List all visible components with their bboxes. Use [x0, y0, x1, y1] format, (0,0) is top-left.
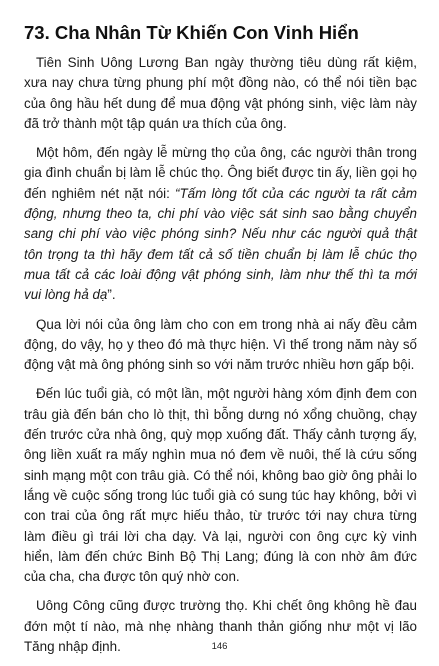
paragraph-2-text: Một hôm, đến ngày lễ mừng thọ của ông, các người thân trong gia đình chuẩn bị làm lễ chúc thọ. Ông biết được tin ấy, liền gọi họ đến nghiêm nét nặt nói:	[24, 145, 417, 201]
paragraph-3: Qua lời nói của ông làm cho con em trong nhà ai nấy đều cảm động, do vậy, họ y theo đó mà thực hiện. Vì thế trong năm này số động vật mà ông phóng sinh so với năm trước nhiều hơn gấp bội.	[24, 316, 417, 373]
paragraph-5: Uông Công cũng được trường thọ. Khi chết ông không hề đau đớn một tí nào, mà nhẹ nhàng thanh thản giống như một vị lão Tăng nhập định.	[24, 598, 417, 655]
paragraph-4: Đến lúc tuổi già, có một lần, một người hàng xóm định đem con trâu già đến bán cho lò thịt, thì bỗng dưng nó xổng chuồng, chạy đến trước cửa nhà ông, quỳ mọp xuống đất. Thấy cảnh tượng ấy, ông liền xuất ra mấy nghìn mua nó đem về nuôi, thế là cứu sống sinh mạng một con trâu già. Có thể nói, không bao giờ ông phải lo lắng về cuộc sống trong lúc tuổi già có sung túc hay không, bởi vì con trai của ông rất mực hiếu thảo, từ trước tới nay chưa từng làm điều gì trái lời cha dạy. Và lại, người con ông cực kỳ vinh hiển, làm đến chức Binh Bộ Thị Lang; đúng là con nhờ âm đức của cha, cha được tôn quý nhờ con.	[24, 386, 417, 585]
page-number: 146	[211, 641, 228, 652]
paragraph-2	[24, 143, 417, 305]
paragraph-1: Tiên Sinh Uông Lương Ban ngày thường tiêu dùng rất kiệm, xưa nay chưa từng phung phí một đồng nào, có thể nói tiền bạc của ông hầu hết dung để mua động vật phóng sinh, việc làm này đã trở thành một tập quán ưa thích của ông.	[24, 55, 417, 131]
paragraph-2-quote: “Tấm lòng tốt của các người ta rất cảm động, nhưng theo ta, chi phí vào việc sát sinh sao bằng chuyển sang chi phí vào việc phóng sinh? Nếu như các người quả thật tôn trọng ta thì hãy đem tất cả số tiền chuẩn bị làm lễ chúc thọ mua tất cả các loài động vật phóng sinh, làm như thế thì ta mới vui lòng hả dạ	[24, 185, 417, 303]
page-content	[24, 22, 417, 666]
story-title: 73. Cha Nhân Từ Khiến Con Vinh Hiển	[24, 22, 359, 43]
paragraph-2-end: ”.	[107, 287, 116, 303]
